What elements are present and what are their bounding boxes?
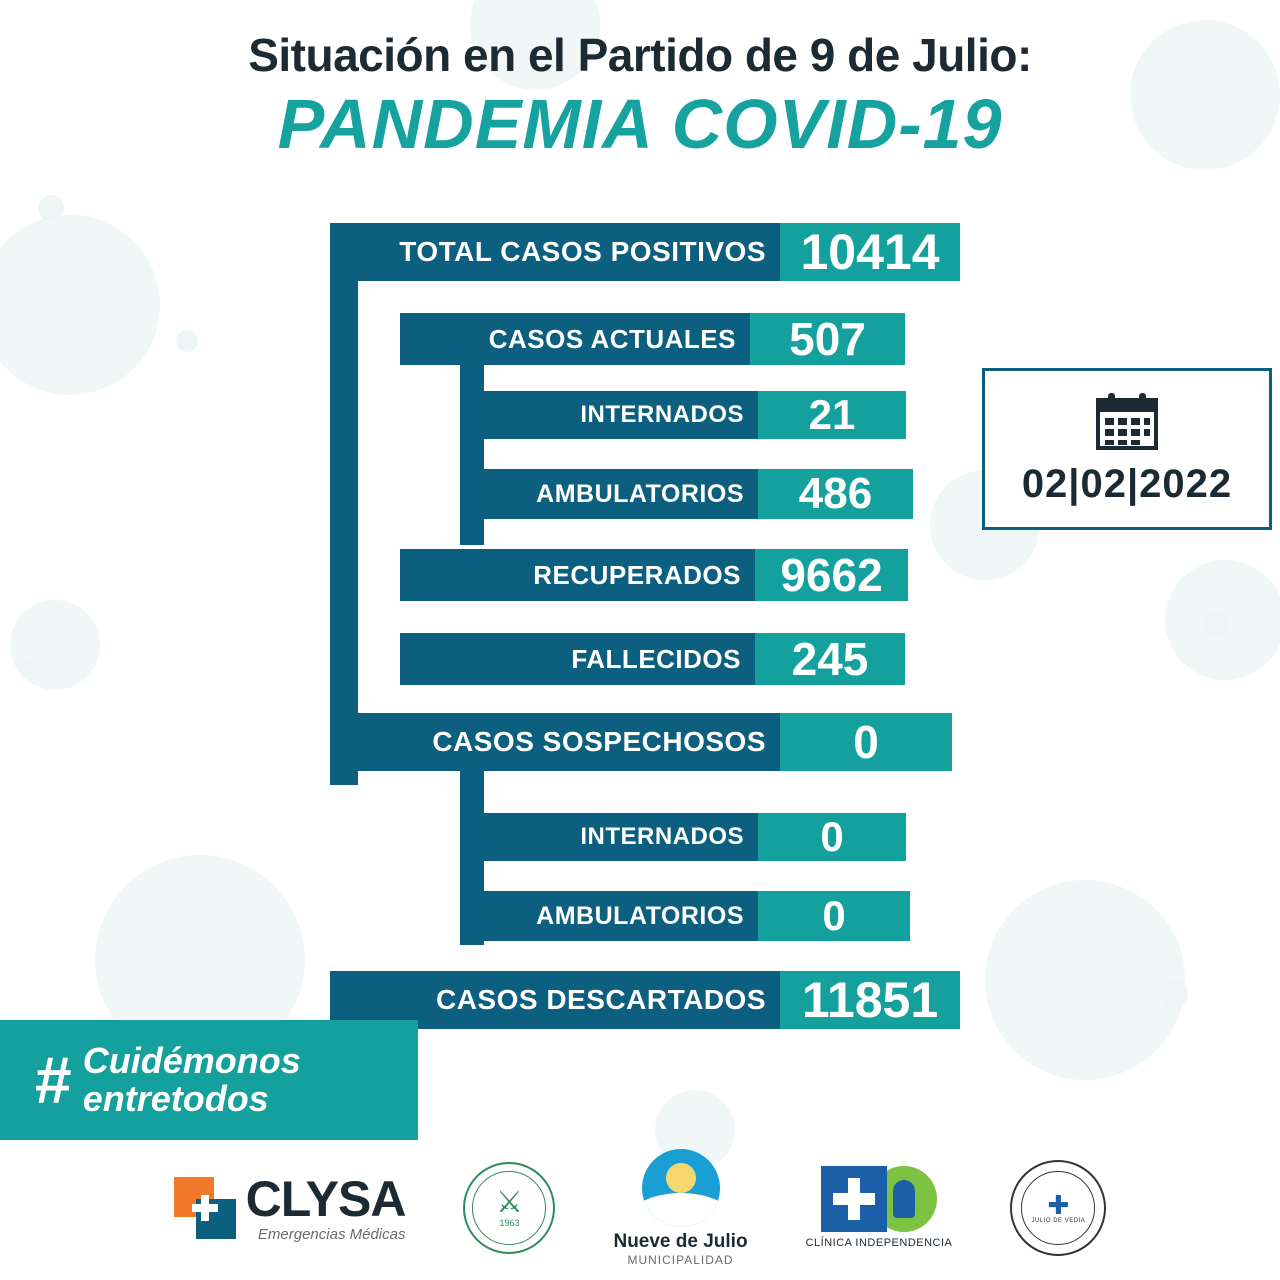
stat-row-fallecidos bbox=[400, 633, 905, 685]
wave-sun-icon bbox=[642, 1149, 720, 1227]
stat-value: 10414 bbox=[780, 223, 960, 281]
hospital-seal-icon bbox=[1010, 1160, 1106, 1256]
hashtag-word-1: Cuidémonos bbox=[82, 1039, 301, 1081]
page-header bbox=[0, 0, 1280, 164]
calendar-icon bbox=[1095, 391, 1159, 456]
stat-value: 9662 bbox=[755, 549, 908, 601]
clinica-name: CLÍNICA INDEPENDENCIA bbox=[805, 1237, 953, 1249]
stat-row-ambulatorios-sospechosos bbox=[464, 891, 910, 941]
hashtag-banner bbox=[0, 1020, 418, 1140]
page-title-line-1: Situación en el Partido de 9 de Julio: bbox=[248, 29, 1032, 81]
connector-sospechosos-branch bbox=[460, 765, 484, 945]
stat-value: 0 bbox=[780, 713, 952, 771]
municipalidad-name: Nueve de Julio bbox=[613, 1230, 748, 1252]
stat-value: 507 bbox=[750, 313, 905, 365]
hospital-name: JULIO DE VEDIA bbox=[1031, 1217, 1086, 1224]
page-title-line-2: PANDEMIA COVID-19 bbox=[277, 85, 1003, 163]
clysa-logo bbox=[174, 1170, 406, 1243]
municipalidad-subtitle: MUNICIPALIDAD bbox=[627, 1252, 734, 1267]
stat-label: FALLECIDOS bbox=[400, 633, 755, 685]
stat-row-casos-sospechosos bbox=[330, 713, 952, 771]
stat-row-recuperados bbox=[400, 549, 908, 601]
stat-label: RECUPERADOS bbox=[400, 549, 755, 601]
report-date: 02|02|2022 bbox=[1021, 462, 1233, 506]
stat-label: CASOS SOSPECHOSOS bbox=[330, 713, 780, 771]
connector-actuales-branch bbox=[460, 345, 484, 545]
hashtag-text bbox=[82, 1039, 301, 1119]
date-card bbox=[982, 368, 1272, 530]
stat-label: TOTAL CASOS POSITIVOS bbox=[330, 223, 780, 281]
clysa-subtitle: Emergencias Médicas bbox=[257, 1225, 406, 1243]
stat-value: 0 bbox=[758, 891, 910, 941]
stat-row-internados-sospechosos bbox=[474, 813, 906, 861]
stat-value: 245 bbox=[755, 633, 905, 685]
clysa-name: CLYSA bbox=[245, 1170, 406, 1227]
circulo-medico-seal-icon bbox=[463, 1162, 555, 1254]
medical-cross-icon: ✚ bbox=[1047, 1189, 1070, 1220]
stat-value: 21 bbox=[758, 391, 906, 439]
stat-value: 486 bbox=[758, 469, 913, 519]
hash-icon: # bbox=[34, 1043, 71, 1117]
sponsor-logos bbox=[0, 1135, 1280, 1280]
hospital-julio-de-vedia-logo bbox=[1010, 1160, 1106, 1256]
circulo-medico-year: 1963 bbox=[499, 1217, 520, 1228]
asclepius-icon: ⚔ bbox=[496, 1185, 523, 1219]
stat-value: 11851 bbox=[780, 971, 960, 1029]
hashtag-word-2: entretodos bbox=[82, 1078, 269, 1119]
clinica-mark-icon bbox=[821, 1166, 937, 1232]
municipalidad-nueve-de-julio-logo bbox=[613, 1149, 747, 1267]
stat-label: AMBULATORIOS bbox=[464, 469, 758, 519]
stat-label: AMBULATORIOS bbox=[464, 891, 758, 941]
stat-row-total-casos-positivos bbox=[330, 223, 960, 281]
stat-label: INTERNADOS bbox=[474, 813, 758, 861]
stat-row-ambulatorios-positivos bbox=[464, 469, 913, 519]
clinica-independencia-logo bbox=[806, 1166, 953, 1249]
connector-positivos-trunk bbox=[330, 253, 358, 723]
stat-label: CASOS DESCARTADOS bbox=[330, 971, 780, 1029]
stat-label: CASOS ACTUALES bbox=[400, 313, 750, 365]
circulo-medico-logo bbox=[463, 1162, 555, 1254]
clysa-cross-icon bbox=[174, 1177, 236, 1239]
stat-row-casos-descartados bbox=[330, 971, 960, 1029]
statistics-panel bbox=[0, 205, 1280, 1045]
stat-value: 0 bbox=[758, 813, 906, 861]
connector-sospechosos-trunk bbox=[330, 745, 358, 785]
stat-label: INTERNADOS bbox=[474, 391, 758, 439]
stat-row-internados-positivos bbox=[474, 391, 906, 439]
